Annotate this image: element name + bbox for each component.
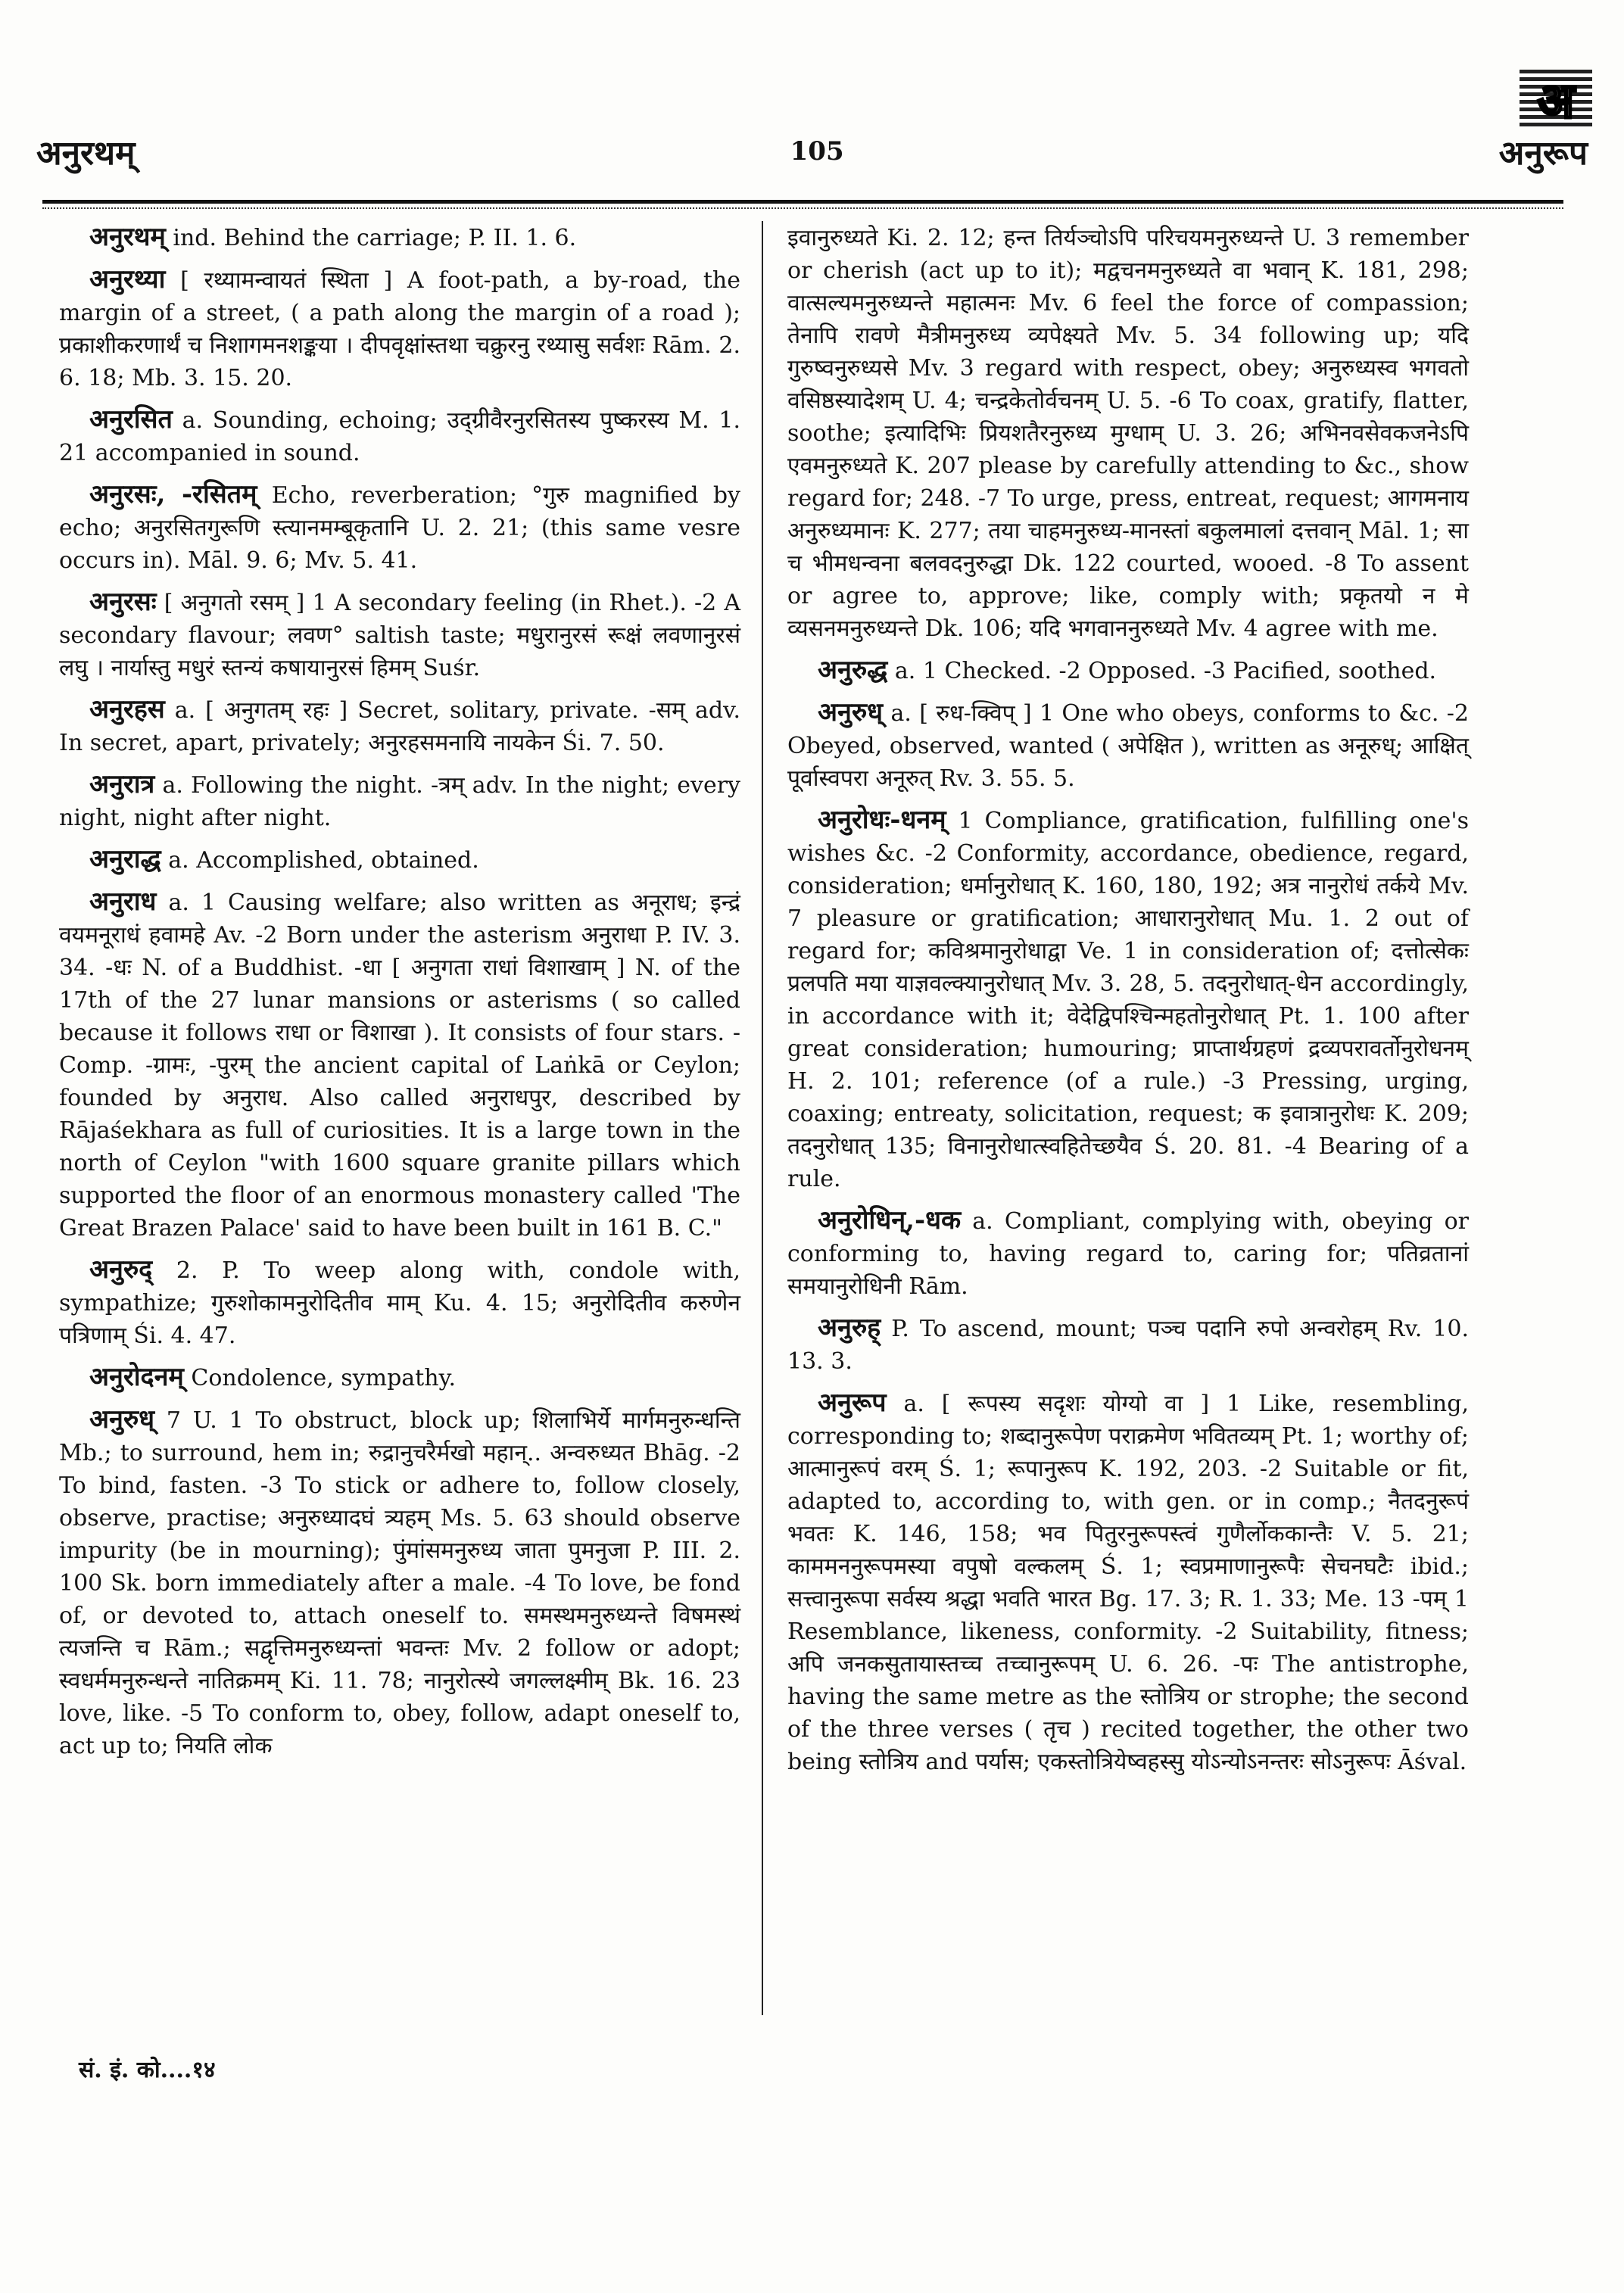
entry-definition: a. 1 Causing welfare; also written as अनूराध; इन्द्रं वयमनूराधं हवामहे Av. -2 Born under the asterism अनुराधा P. IV. 3. 34. -धः N. of a Buddhist. -धा [ अनुगता राधां विशाखाम् ] N. of the 17th of the 27 lunar mansions or asterisms ( so called because it follows राधा or विशाखा ). It consists of four stars. -Comp. -ग्रामः, -पुरम् the ancient capital of Laṅkā or Ceylon; founded by अनुराध. Also called अनुराधपुर, described by Rājaśekhara as full of curiosities. It is a large town in the north of Ceylon "with 1600 square granite pillars which supported the floor of an enormous monastery called 'The Great Brazen Palace' said to have been built in 161 B. C." bbox=[59, 889, 740, 1242]
entry-headword: अनुरूप bbox=[818, 1388, 887, 1418]
entry-definition: इवानुरुध्यते Ki. 2. 12; हन्त तिर्यञ्चोऽपि परिचयमनुरुध्यन्ते U. 3 remember or cherish (act up to it); मद्वचनमनुरुध्यते वा भवान् K. 181, 298; वात्सल्यमनुरुध्यन्ते महात्मनः Mv. 6 feel the force of compassion; तेनापि रावणे मैत्रीमनुरुध्य व्यपेक्ष्यते Mv. 5. 34 following up; यदि गुरुष्वनुरुध्यसे Mv. 3 regard with respect, obey; अनुरुध्यस्व भगवतो वसिष्ठस्यादेशम् U. 4; चन्द्रकेतोर्वचनम् U. 5. -6 To coax, gratify, flatter, soothe; इत्यादिभिः प्रियशतैरनुरुध्य मुग्धाम् U. 3. 26; अभिनवसेवकजनेऽपि एवमनुरुध्यते K. 207 please by carefully attending to &c., show regard for; 248. -7 To urge, press, entreat, request; आगमनाय अनुरुध्यमानः K. 277; तया चाहमनुरुध्य-मानस्तां बकुलमालां दत्तवान् Māl. 1; सा च भीमधन्वना बलवदनुरुद्धा Dk. 122 courted, wooed. -8 To assent or agree to, approve; like, comply with; प्रकृतयो न मे व्यसनमनुरुध्यन्ते Dk. 106; यदि भगवाननुरुध्यते Mv. 4 agree with me. bbox=[787, 225, 1469, 642]
dictionary-entry bbox=[59, 886, 740, 1245]
header-dotted-rule bbox=[42, 207, 1563, 209]
entry-definition: [ अनुगतो रसम् ] 1 A secondary feeling (in Rhet.). -2 A secondary flavour; लवण° saltish taste; मधुरानुरसं रूक्षं लवणानुरसं लघु । नार्यास्तु मधुरं स्तन्यं कषायानुरसं हिमम् Suśr. bbox=[59, 590, 740, 681]
entry-definition: 1 Compliance, gratification, fulfilling one's wishes &c. -2 Conformity, accordance, obedience, regard, consideration; धर्मानुरोधात् K. 160, 180, 192; अत्र नानुरोधं तर्कये Mv. 7 pleasure or gratification; आधारानुरोधात् Mu. 1. 2 out of regard for; कविश्रमानुरोधाद्वा Ve. 1 in consideration of; दत्तोत्सेकः प्रलपति मया याज्ञवल्क्यानुरोधात् Mv. 3. 28, 5. तदनुरोधात्-धेन accordingly, in accordance with it; वेदेद्विपश्चिन्महतोनुरोधात् Pt. 1. 100 after great consideration; humouring; प्राप्तार्थग्रहणं द्रव्यपरावर्तोनुरोधनम् H. 2. 101; reference (of a rule.) -3 Pressing, urging, coaxing; entreaty, solicitation, request; क इवात्रानुरोधः K. 209; तदनुरोधात् 135; विनानुरोधात्स्वहितेच्छयैव Ś. 20. 81. -4 Bearing of a rule. bbox=[787, 808, 1469, 1192]
thumb-index-tab[interactable]: अ bbox=[1520, 70, 1592, 127]
left-column bbox=[59, 221, 740, 1771]
entry-headword: अनुरसित bbox=[89, 404, 173, 435]
column-divider bbox=[762, 221, 763, 2015]
right-guide-word: अनुरूप bbox=[1498, 134, 1588, 173]
entry-headword: अनुराद्ध bbox=[89, 844, 161, 874]
left-guide-word: अनुरथम् bbox=[36, 134, 136, 173]
entry-definition: ind. Behind the carriage; P. II. 1. 6. bbox=[173, 225, 577, 251]
dictionary-entry bbox=[59, 478, 740, 577]
entry-headword: अनुरुद् bbox=[89, 1254, 153, 1285]
dictionary-entry bbox=[59, 263, 740, 394]
right-column bbox=[787, 221, 1469, 1787]
entry-headword: अनुरसः, -रसितम् bbox=[89, 479, 257, 509]
entry-headword: अनुरोधः-धनम् bbox=[818, 805, 946, 835]
dictionary-entry bbox=[59, 1254, 740, 1352]
entry-headword: अनुरुद्ध bbox=[818, 655, 888, 685]
entry-definition: a. [ अनुगतम् रहः ] Secret, solitary, private. -सम् adv. In secret, apart, privately; अनुरहसमनायि नायकेन Śi. 7. 50. bbox=[59, 697, 740, 756]
footer-signature: सं. इं. को....१४ bbox=[79, 2057, 216, 2083]
page-header bbox=[36, 114, 1588, 189]
entry-definition: Condolence, sympathy. bbox=[191, 1365, 457, 1391]
entry-definition: a. [ रूपस्य सदृशः योग्यो वा ] 1 Like, resembling, corresponding to; शब्दानुरूपेण पराक्रमेण भवितव्यम् Pt. 1; worthy of; आत्मानुरूपं वरम् Ś. 1; रूपानुरूप K. 192, 203. -2 Suitable or fit, adapted to, according to, with gen. or in comp.; नैतदनुरूपं भवतः K. 146, 158; भव पितुरनुरूपस्त्वं गुणैर्लोककान्तैः V. 5. 21; काममननुरूपमस्या वपुषो वल्कलम् Ś. 1; स्वप्रमाणानुरूपैः सेचनघटैः ibid.; सत्त्वानुरूपा सर्वस्य श्रद्धा भवति भारत Bg. 17. 3; R. 1. 33; Me. 13 -पम् 1 Resemblance, likeness, conformity. -2 Suitability, fitness; अपि जनकसुतायास्तच्च तच्चानुरूपम् U. 6. 26. -पः The antistrophe, having the same metre as the स्तोत्रिय or strophe; the second of the three verses ( तृच ) recited together, the other two being स्तोत्रिय and पर्यास; एकस्तोत्रियेष्वहस्सु योऽन्योऽनन्तरः सोऽनुरूपः Āśval. bbox=[787, 1391, 1469, 1775]
entry-headword: अनुराध bbox=[89, 886, 157, 917]
dictionary-entry bbox=[59, 221, 740, 254]
dictionary-entry bbox=[59, 1404, 740, 1762]
dictionary-entry bbox=[787, 654, 1469, 687]
entry-headword: अनुरुध् bbox=[89, 1404, 155, 1435]
header-rule bbox=[42, 200, 1563, 204]
dictionary-entry bbox=[59, 843, 740, 877]
entry-definition: a. Following the night. -त्रम् adv. In the night; every night, night after night. bbox=[59, 772, 740, 831]
dictionary-entry bbox=[59, 586, 740, 684]
entry-headword: अनुरुध् bbox=[818, 697, 884, 727]
entry-definition: 7 U. 1 To obstruct, block up; शिलाभिर्ये मार्गमनुरुन्धन्ति Mb.; to surround, hem in; रुद्रानुचरैर्मखो महान्.. अन्वरुध्यत Bhāg. -2 To bind, fasten. -3 To stick or adhere to, follow closely, observe, practise; अनुरुध्यादघं त्र्यहम् Ms. 5. 63 should observe impurity (be in mourning); पुंमांसमनुरुध्य जाता पुमनुजा P. III. 2. 100 Sk. born immediately after a male. -4 To love, be fond of, or devoted to, attach oneself to. समस्थमनुरुध्यन्ते विषमस्थं त्यजन्ति च Rām.; सद्वृत्तिमनुरुध्यन्तां भवन्तः Mv. 2 follow or adopt; स्वधर्ममनुरुन्धन्ते नातिक्रमम् Ki. 11. 78; नानुरोत्स्ये जगल्लक्ष्मीम् Bk. 16. 23 love, like. -5 To conform to, obey, follow, adapt oneself to, act up to; नियति लोक bbox=[59, 1407, 740, 1759]
entry-definition: a. [ रुध-क्विप् ] 1 One who obeys, conforms to &c. -2 Obeyed, observed, wanted ( अपेक्षित ), written as अनूरुध्; आक्षित् पूर्वास्वपरा अनूरुत् Rv. 3. 55. 5. bbox=[787, 700, 1469, 792]
entry-headword: अनुरथ्या bbox=[89, 264, 166, 294]
entry-definition: Echo, reverberation; °गुरु magnified by echo; अनुरसितगुरूणि स्त्यानमम्बूकृतानि U. 2. 21; (this same vesre occurs in). Māl. 9. 6; Mv. 5. 41. bbox=[59, 482, 740, 574]
dictionary-entry bbox=[787, 1387, 1469, 1778]
entry-definition: [ रथ्यामन्वायतं स्थिता ] A foot-path, a by-road, the margin of a street, ( a path along the margin of a road ); प्रकाशीकरणार्थं च निशागमनशङ्कया । दीपवृक्षांस्तथा चक्रुरनु रथ्यासु सर्वशः Rām. 2. 6. 18; Mb. 3. 15. 20. bbox=[59, 267, 740, 391]
dictionary-entry bbox=[787, 1204, 1469, 1303]
dictionary-entry bbox=[787, 696, 1469, 795]
dictionary-entry bbox=[787, 221, 1469, 645]
entry-definition: 2. P. To weep along with, condole with, sympathize; गुरुशोकामनुरोदितीव माम् Ku. 4. 15; अनुरोदितीव करुणेन पत्रिणाम् Śi. 4. 47. bbox=[59, 1257, 740, 1349]
entry-definition: a. Sounding, echoing; उद्ग्रीवैरनुरसितस्य पुष्करस्य M. 1. 21 accompanied in sound. bbox=[59, 407, 741, 466]
entry-headword: अनुरोदनम् bbox=[89, 1362, 184, 1392]
entry-definition: a. 1 Checked. -2 Opposed. -3 Pacified, soothed. bbox=[894, 658, 1437, 684]
dictionary-entry bbox=[59, 693, 740, 759]
entry-headword: अनुरुह् bbox=[818, 1313, 881, 1343]
entry-headword: अनुरहस bbox=[89, 694, 165, 724]
dictionary-entry bbox=[787, 804, 1469, 1195]
dictionary-entry bbox=[59, 403, 740, 469]
entry-headword: अनुरथम् bbox=[89, 222, 166, 252]
entry-headword: अनुरात्र bbox=[89, 769, 155, 799]
entry-definition: a. Compliant, complying with, obeying or conforming to, having regard to, caring for; पतिव्रतानां समयानुरोधिनी Rām. bbox=[787, 1208, 1469, 1300]
entry-definition: P. To ascend, mount; पञ्च पदानि रुपो अन्वरोहम् Rv. 10. 13. 3. bbox=[787, 1316, 1469, 1375]
entry-headword: अनुरसः bbox=[89, 587, 157, 617]
page-number: 105 bbox=[790, 136, 844, 167]
entry-definition: a. Accomplished, obtained. bbox=[168, 847, 479, 874]
dictionary-entry bbox=[787, 1312, 1469, 1378]
dictionary-entry bbox=[59, 1361, 740, 1394]
entry-headword: अनुरोधिन्,-धक bbox=[818, 1205, 962, 1235]
dictionary-entry bbox=[59, 768, 740, 834]
